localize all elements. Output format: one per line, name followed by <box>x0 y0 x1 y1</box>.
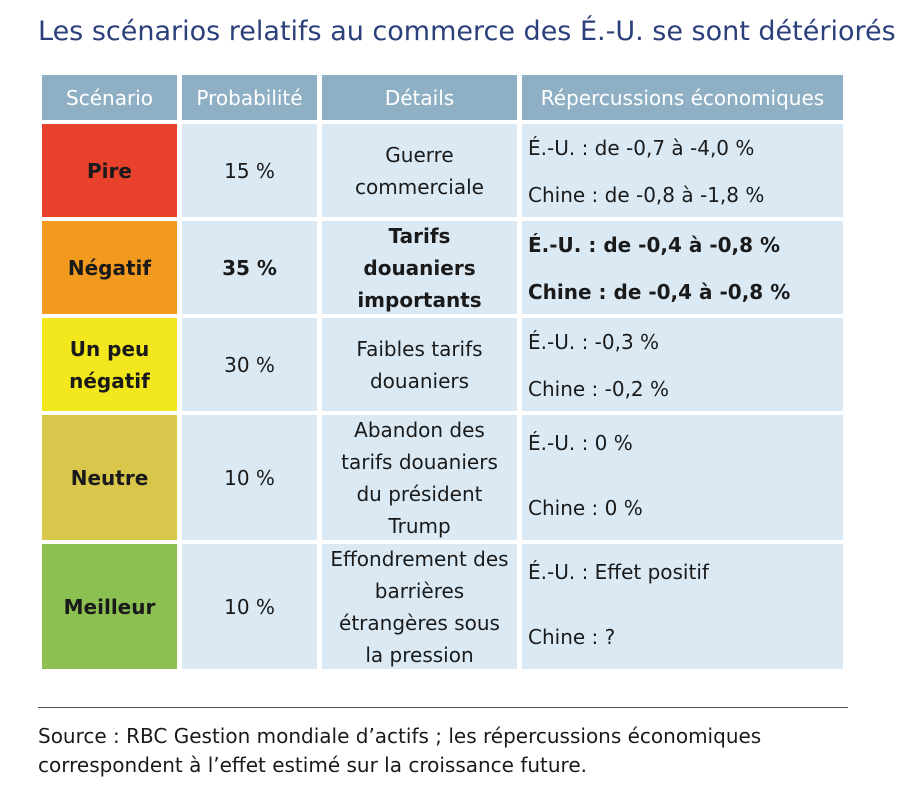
header-probability: Probabilité <box>182 75 317 120</box>
header-scenario: Scénario <box>42 75 177 120</box>
impact-cell <box>522 221 843 314</box>
page-title: Les scénarios relatifs au commerce des É.-U. se sont détériorés <box>38 16 896 47</box>
impact-china: Chine : 0 % <box>528 496 643 520</box>
scenario-cell: Négatif <box>42 221 177 314</box>
details-cell: Abandon des tarifs douaniers du président Trump <box>322 415 517 540</box>
details-cell: Guerre commerciale <box>322 124 517 217</box>
divider <box>38 707 848 708</box>
header-impacts: Répercussions économiques <box>522 75 843 120</box>
table-header <box>42 75 843 120</box>
header-details: Détails <box>322 75 517 120</box>
probability-cell: 30 % <box>182 318 317 411</box>
impact-china: Chine : -0,2 % <box>528 377 670 401</box>
impact-cell <box>522 544 843 669</box>
scenario-table <box>42 75 843 673</box>
source-note: Source : RBC Gestion mondiale d’actifs ; les répercussions économiques correspondent à l’effet estimé sur la croissance future. <box>38 724 762 777</box>
probability-cell: 10 % <box>182 415 317 540</box>
table-row <box>42 221 843 314</box>
impact-china: Chine : de -0,4 à -0,8 % <box>528 280 791 304</box>
impact-cell <box>522 318 843 411</box>
details-cell: Effondrement des barrières étrangères sous la pression <box>322 544 517 669</box>
probability-cell: 10 % <box>182 544 317 669</box>
probability-cell: 15 % <box>182 124 317 217</box>
impact-us: É.-U. : de -0,4 à -0,8 % <box>528 233 781 257</box>
scenario-cell: Un peu négatif <box>42 318 177 411</box>
scenario-cell: Neutre <box>42 415 177 540</box>
impact-us: É.-U. : 0 % <box>528 431 633 455</box>
impact-cell <box>522 415 843 540</box>
impact-cell <box>522 124 843 217</box>
scenario-cell: Meilleur <box>42 544 177 669</box>
impact-us: É.-U. : de -0,7 à -4,0 % <box>528 136 755 160</box>
probability-cell: 35 % <box>182 221 317 314</box>
table-row <box>42 544 843 669</box>
impact-china: Chine : de -0,8 à -1,8 % <box>528 183 765 207</box>
table-row <box>42 124 843 217</box>
impact-us: É.-U. : Effet positif <box>528 560 709 584</box>
table-row <box>42 415 843 540</box>
details-cell: Tarifs douaniers importants <box>322 221 517 314</box>
scenario-cell: Pire <box>42 124 177 217</box>
impact-china: Chine : ? <box>528 625 616 649</box>
details-cell: Faibles tarifs douaniers <box>322 318 517 411</box>
table-row <box>42 318 843 411</box>
impact-us: É.-U. : -0,3 % <box>528 330 660 354</box>
